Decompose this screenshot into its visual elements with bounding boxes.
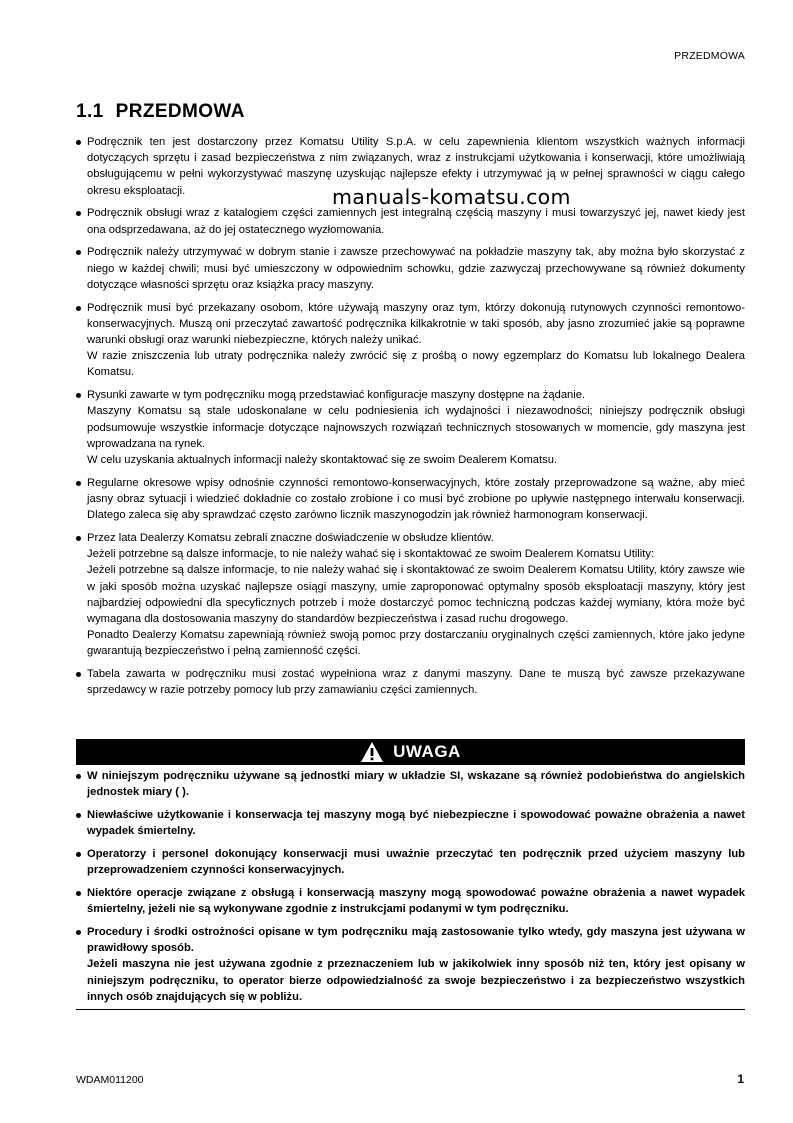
warning-bullet-item [76,768,745,800]
paragraph: Podręcznik musi być przekazany osobom, które używają maszyny oraz tym, którzy dokonują rutynowych czynności remontowo-konserwacyjnych. Muszą oni przeczytać zawartość podręcznika kilkakrotnie w taki sposób, aby jasno zrozumieć jakie są poprawne warunki obsługi oraz warunki niebezpieczne, których należy unikać. [87,301,745,347]
bullet-dot-icon [76,211,81,216]
bullet-dot-icon [76,393,81,398]
section-title [76,101,245,123]
warning-label: UWAGA [393,742,461,761]
bullet-dot-icon [76,852,81,857]
warning-bullet-item [76,846,745,878]
paragraph: Maszyny Komatsu są stale udoskonalane w celu podniesienia ich wydajności i niezawodności; niniejszy podręcznik obsługi podsumowuje wszystkie informacje dotyczące najnowszych rozwiązań technicznych stosowanych w momencie, gdy maszyna jest wprowadzana na rynek. [87,405,745,450]
page-number: 1 [737,1072,744,1086]
preface-bullet-item [76,666,745,698]
section-title-text: PRZEDMOWA [115,101,245,122]
bottom-divider [76,1009,745,1010]
paragraph: Podręcznik należy utrzymywać w dobrym stanie i zawsze przechowywać na pokładzie maszyny tak, aby można było skorzystać z niego w każdej chwili; musi być umieszczony w odpowiednim schowku, gdzie zazwyczaj przechowywane są również dokumenty dotyczące własności sprzętu oraz książka pracy maszyny. [87,246,745,291]
preface-bullet-item [76,300,745,381]
paragraph: Procedury i środki ostrożności opisane w tym podręczniku mają zastosowanie tylko wtedy, gdy maszyna jest używana w prawidłowy sposób. [87,926,745,955]
preface-bullet-item [76,475,745,524]
paragraph: Podręcznik ten jest dostarczony przez Komatsu Utility S.p.A. w celu zapewnienia klientom wszystkich ważnych informacji dotyczących sprzętu i zasad bezpieczeństwa z nim związanych, wraz z instrukcjami użytkowania i konserwacji, które umożliwiają obsługującemu w pełni wykorzystywać maszynę uzyskując najlepsze efekty i utrzymywać ją w pełnej sprawności w ciągu całego okresu eksploatacji. [87,136,745,197]
warning-bullet-item [76,924,745,1005]
section-number: 1.1 [76,101,104,122]
bullet-dot-icon [76,250,81,255]
paragraph: W razie zniszczenia lub utraty podręcznika należy zwrócić się z prośbą o nowy egzemplarz do Komatsu lub lokalnego Dealera Komatsu. [87,350,745,379]
paragraph: Jeżeli potrzebne są dalsze informacje, to nie należy wahać się i skontaktować ze swoim Dealerem Komatsu Utility: [87,548,655,561]
paragraph: Regularne okresowe wpisy odnośnie czynności remontowo-konserwacyjnych, które zostały przeprowadzone są ważne, aby mieć jasny obraz sytuacji i wiedzieć dokładnie co zostało zrobione i co musi być zrobione po upływie następnego interwału konserwacji. Dlatego zaleca się aby sprawdzać często zarówno licznik maszynogodzin jak również harmonogram konserwacji. [87,476,745,522]
preface-bullet-item [76,205,745,237]
warning-triangle-icon [360,741,384,763]
running-header: PRZEDMOWA [674,50,745,62]
paragraph: Tabela zawarta w podręczniku musi zostać wypełniona wraz z danymi maszyny. Dane te muszą być zawsze przekazywane sprzedawcy w razie potrzeby pomocy lub przy zamawianiu części zamiennych. [87,668,745,697]
preface-bullet-item [76,530,745,660]
paragraph: Niektóre operacje związane z obsługą i konserwacją maszyny mogą spowodować poważne obrażenia a nawet wypadek śmiertelny, jeżeli nie są wykonywane zgodnie z instrukcjami podanymi w tym podręczniku. [87,887,745,916]
bullet-dot-icon [76,306,81,311]
bullet-dot-icon [76,672,81,677]
paragraph: Podręcznik obsługi wraz z katalogiem części zamiennych jest integralną częścią maszyny i musi towarzyszyć jej, nawet kiedy jest ona odsprzedawana, aż do jej ostatecznego wyzłomowania. [87,207,745,236]
paragraph: Operatorzy i personel dokonujący konserwacji musi uważnie przeczytać ten podręcznik przed użyciem maszyny lub przeprowadzeniem czynności konserwacyjnych. [87,848,745,877]
paragraph: Ponadto Dealerzy Komatsu zapewniają również swoją pomoc przy dostarczaniu oryginalnych części zamiennych, które jako jedyne gwarantują bezpieczeństwo i pełną zamienność części. [87,629,745,658]
bullet-dot-icon [76,891,81,896]
preface-bullet-list [76,134,745,705]
bullet-dot-icon [76,813,81,818]
bullet-dot-icon [76,140,81,145]
paragraph: Rysunki zawarte w tym podręczniku mogą przedstawiać konfiguracje maszyny dostępne na żądanie. [87,389,586,402]
paragraph: Jeżeli potrzebne są dalsze informacje, to nie należy wahać się i skontaktować ze swoim Dealerem Komatsu Utility, który zawsze wie w jaki sposób można uzyskać najlepsze osiągi maszyny, umie zaproponować optymalny sposób eksploatacji maszyny, który jest najbardziej odpowiedni dla specyficznych potrzeb i może dostarczyć pomoc techniczną podczas każdej wymiany, która może być wymagana dla dostosowania maszyny do standardów bezpieczeństwa i zasad ruchu drogowego. [87,564,745,626]
warning-bullet-item [76,885,745,917]
watermark-text: manuals-komatsu.com [332,185,571,209]
warning-bullet-item [76,807,745,839]
preface-bullet-item [76,387,745,468]
bullet-dot-icon [76,930,81,935]
preface-bullet-item [76,244,745,293]
bullet-dot-icon [76,536,81,541]
paragraph: Niewłaściwe użytkowanie i konserwacja tej maszyny mogą być niebezpieczne i spowodować poważne obrażenia a nawet wypadek śmiertelny. [87,809,745,838]
paragraph: W niniejszym podręczniku używane są jednostki miary w układzie SI, wskazane są również podobieństwa do angielskich jednostek miary ( ). [87,770,745,799]
warning-bullet-list [76,768,745,1012]
bullet-dot-icon [76,774,81,779]
bullet-dot-icon [76,481,81,486]
warning-banner [76,739,745,765]
paragraph: Jeżeli maszyna nie jest używana zgodnie z przeznaczeniem lub w jakikolwiek inny sposób niż ten, który jest opisany w niniejszym podręczniku, to operator bierze odpowiedzialność za swoje bezpieczeństwo i za bezpieczeństwo wszystkich innych osób znajdujących się w pobliżu. [87,958,745,1003]
paragraph: Przez lata Dealerzy Komatsu zebrali znaczne doświadczenie w obsłudze klientów. [87,532,494,545]
paragraph: W celu uzyskania aktualnych informacji należy skontaktować się ze swoim Dealerem Komatsu. [87,454,558,467]
document-code: WDAM011200 [76,1074,144,1086]
